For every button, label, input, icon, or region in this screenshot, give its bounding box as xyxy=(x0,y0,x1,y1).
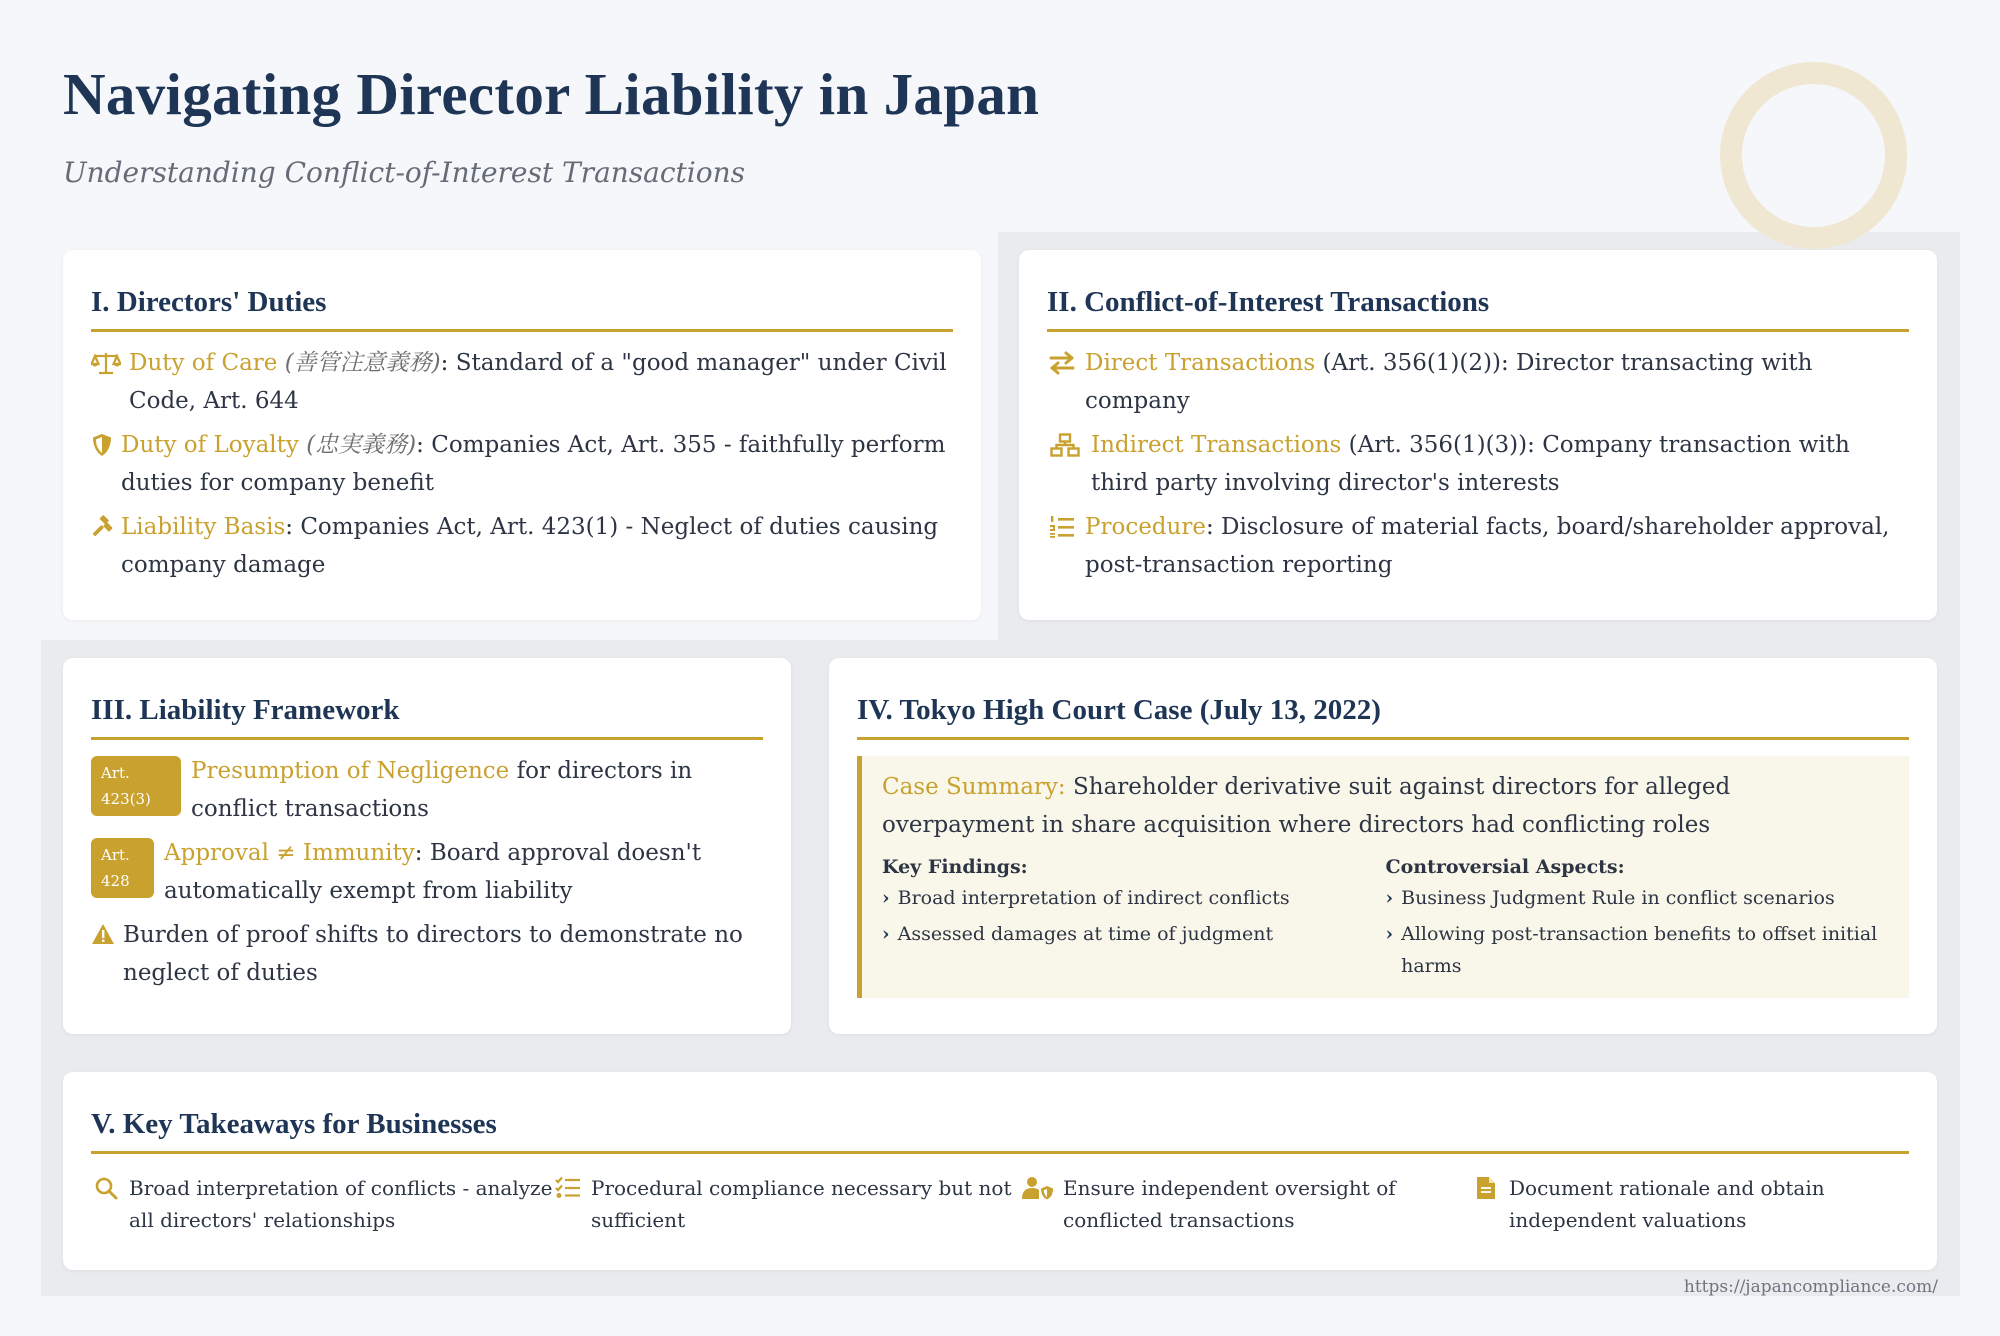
ordered-list-icon xyxy=(1047,515,1077,539)
item-label: Direct Transactions xyxy=(1085,350,1316,376)
section-title: IV. Tokyo High Court Case (July 13, 2022) xyxy=(857,694,1909,740)
card-liability-framework xyxy=(63,658,791,1034)
controversial-aspects xyxy=(1386,856,1890,982)
card-directors-duties xyxy=(63,250,981,620)
list-item xyxy=(91,344,953,420)
item-text: : Board approval doesn't automatically exempt from liability xyxy=(164,840,702,904)
item-label: Procedure xyxy=(1085,514,1206,540)
document-icon xyxy=(1471,1176,1501,1200)
user-shield-icon xyxy=(1021,1176,1055,1200)
scale-icon xyxy=(91,351,121,375)
list-item xyxy=(91,752,763,828)
aspect-text: Allowing post-transaction benefits to offset initial harms xyxy=(1401,923,1878,977)
finding-text: Broad interpretation of indirect conflicts xyxy=(897,887,1290,909)
warning-icon xyxy=(91,923,115,945)
item-text: (Art. 356(1)(2)): Director transacting with company xyxy=(1085,350,1813,414)
item-text: : Companies Act, Art. 423(1) - Neglect of duties causing company damage xyxy=(121,514,939,578)
page-header xyxy=(63,60,1039,129)
item-text: : Companies Act, Art. 355 - faithfully perform duties for company benefit xyxy=(121,432,946,496)
list-item xyxy=(882,918,1386,950)
item-label: Duty of Care xyxy=(129,350,278,376)
item-text: (Art. 356(1)(3)): Company transaction with third party involving director's interests xyxy=(1091,432,1850,496)
finding-text: Assessed damages at time of judgment xyxy=(897,923,1274,945)
list-item xyxy=(1386,882,1890,914)
takeaway-item xyxy=(1471,1172,1891,1236)
item-label: Indirect Transactions xyxy=(1091,432,1342,458)
card-conflict-transactions xyxy=(1019,250,1937,620)
takeaway-text: Procedural compliance necessary but not sufficient xyxy=(591,1176,1012,1232)
chevron-right-icon: › xyxy=(1385,887,1394,909)
item-text: : Disclosure of material facts, board/shareholder approval, post-transaction reporting xyxy=(1085,514,1890,578)
list-item xyxy=(91,916,763,992)
list-item xyxy=(1047,426,1909,502)
list-item xyxy=(91,426,953,502)
key-findings xyxy=(882,856,1386,982)
item-japanese: (忠実義務) xyxy=(306,432,417,458)
shield-icon xyxy=(91,433,113,457)
decorative-circle xyxy=(1720,62,1907,249)
page-title: Navigating Director Liability in Japan xyxy=(63,61,1040,127)
case-summary-label: Case Summary: xyxy=(882,774,1066,800)
section-title: III. Liability Framework xyxy=(91,694,763,740)
section-title: V. Key Takeaways for Businesses xyxy=(91,1108,1909,1154)
footer-url[interactable]: https://japancompliance.com/ xyxy=(1683,1277,1938,1297)
exchange-icon xyxy=(1047,351,1077,375)
takeaway-text: Ensure independent oversight of conflicted transactions xyxy=(1063,1176,1396,1232)
item-label: Presumption of Negligence xyxy=(191,758,510,784)
article-badge: Art. 428 xyxy=(91,838,154,898)
case-summary-text: Shareholder derivative suit against directors for alleged overpayment in share acquisition where directors had conflicting roles xyxy=(882,774,1731,838)
aspect-text: Business Judgment Rule in conflict scenarios xyxy=(1401,887,1835,909)
section-title: I. Directors' Duties xyxy=(91,286,953,332)
chevron-right-icon: › xyxy=(882,887,890,909)
list-item xyxy=(1047,344,1909,420)
list-item xyxy=(882,882,1386,914)
sitemap-icon xyxy=(1047,433,1083,457)
takeaway-text: Broad interpretation of conflicts - analyze all directors' relationships xyxy=(129,1176,553,1232)
checklist-icon xyxy=(553,1176,583,1198)
article-badge: Art. 423(3) xyxy=(91,756,181,816)
key-findings-title: Key Findings: xyxy=(882,856,1028,878)
item-text: for directors in conflict transactions xyxy=(191,758,693,822)
case-summary-box xyxy=(857,756,1909,998)
item-label: Approval ≠ Immunity xyxy=(164,840,415,866)
takeaway-item xyxy=(1021,1172,1471,1236)
card-court-case xyxy=(829,658,1937,1034)
takeaway-text: Document rationale and obtain independent valuations xyxy=(1509,1176,1825,1232)
item-text: Burden of proof shifts to directors to demonstrate no neglect of duties xyxy=(123,922,743,986)
takeaway-item xyxy=(91,1172,553,1236)
takeaway-item xyxy=(553,1172,1021,1236)
item-label: Duty of Loyalty xyxy=(121,432,299,458)
item-japanese: (善管注意義務) xyxy=(284,350,441,376)
card-key-takeaways xyxy=(63,1072,1937,1270)
search-icon xyxy=(91,1176,121,1200)
controversial-title: Controversial Aspects: xyxy=(1385,856,1625,878)
gavel-icon xyxy=(91,515,113,539)
section-title: II. Conflict-of-Interest Transactions xyxy=(1047,286,1909,332)
list-item xyxy=(1386,918,1890,982)
list-item xyxy=(91,508,953,584)
page-subtitle: Understanding Conflict-of-Interest Transactions xyxy=(63,156,746,189)
item-text: : Standard of a "good manager" under Civil Code, Art. 644 xyxy=(129,350,947,414)
list-item xyxy=(1047,508,1909,584)
list-item xyxy=(91,834,763,910)
item-label: Liability Basis xyxy=(121,514,286,540)
chevron-right-icon: › xyxy=(882,923,890,945)
chevron-right-icon: › xyxy=(1385,923,1394,945)
